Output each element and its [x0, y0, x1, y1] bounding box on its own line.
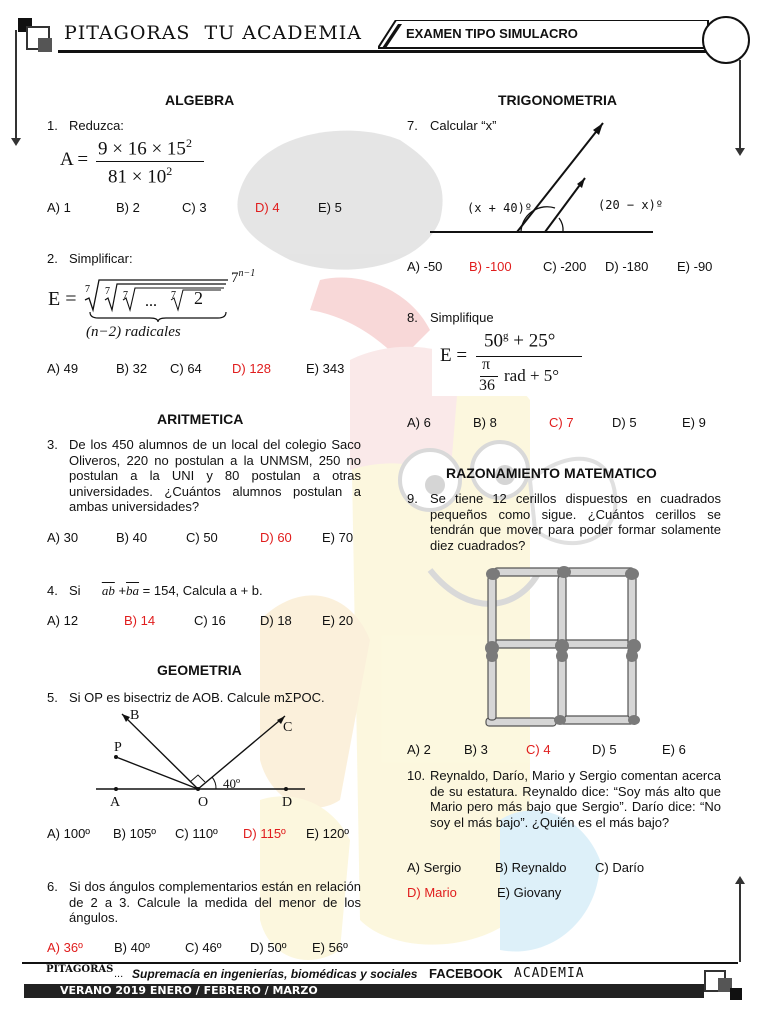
q10-text: Reynaldo, Darío, Mario y Sergio comentan acerca de su estatura. Reynaldo dice: “Soy más alto que Mario pero más bajo que Sergio”. Darío dice: “No soy el más bajo”. ¿Quién es el más bajo? [430, 768, 721, 830]
q5-label-p: P [114, 740, 122, 755]
q1-formula [60, 136, 200, 186]
header-left-rule [15, 30, 17, 140]
q5-option-e[interactable]: E) 120º [306, 826, 350, 841]
q1-number: 1. [47, 118, 58, 133]
svg-text:...: ... [145, 293, 157, 310]
q5-number: 5. [47, 690, 58, 705]
q7-label-left: (x + 40)º [467, 201, 533, 215]
footer-season-label: VERANO 2019 ENERO / FEBRERO / MARZO [60, 984, 318, 997]
q10-number: 10. [407, 768, 426, 783]
footer-right-rule [739, 882, 741, 962]
q8-option-b[interactable]: B) 8 [473, 415, 497, 430]
q3-text: De los 450 alumnos de un local del colegio Saco Oliveros, 220 no postulan a la UNMSM, 250 no postulan a la UNI y 80 postulan a otras universidades. ¿Cuántos alumnos postulan a ambas universidades? [69, 437, 361, 514]
q8-option-d[interactable]: D) 5 [612, 415, 637, 430]
q7-option-e[interactable]: E) -90 [677, 259, 713, 274]
q1-numerator: $9 \times 16 \times 15^2$ [98, 136, 192, 160]
q8-lhs: E = [440, 345, 468, 366]
q3-option-d[interactable]: D) 60 [260, 530, 292, 545]
q4-option-e[interactable]: E) 20 [322, 613, 354, 628]
q2-underbrace-icon [88, 310, 228, 322]
footer-season-bar [24, 984, 704, 998]
q5-option-c[interactable]: C) 110º [175, 826, 218, 841]
q9-option-e[interactable]: E) 6 [662, 742, 686, 757]
q8-number: 8. [407, 310, 418, 325]
svg-text:7: 7 [85, 284, 90, 295]
q2-option-e[interactable]: E) 343 [306, 361, 345, 376]
footer-top-rule [22, 962, 738, 964]
q10-option-a[interactable]: A) Sergio [407, 860, 462, 875]
q8-option-e[interactable]: E) 9 [682, 415, 706, 430]
q8-option-c[interactable]: C) 7 [549, 415, 574, 430]
q6-text: Si dos ángulos complementarios están en relación de 2 a 3. Calcule la medida del menor de los ángulos. [69, 879, 361, 925]
q4-statement: Si $\overline{ab} +\overline{ba} = 154$, Calcula a + b. [69, 583, 263, 598]
q10-option-c[interactable]: C) Darío [595, 860, 645, 875]
q10-option-b[interactable]: B) Reynaldo [495, 860, 567, 875]
q8-numerator: 50$^g$ + 25° [484, 330, 556, 352]
q5-option-b[interactable]: B) 105º [113, 826, 157, 841]
q2-option-b[interactable]: B) 32 [116, 361, 148, 376]
q5-label-angle: 40º [223, 776, 241, 791]
q1-denominator: $81 \times 10^2$ [108, 164, 173, 188]
q6-option-a[interactable]: A) 36º [47, 940, 83, 955]
svg-text:7: 7 [171, 290, 176, 301]
q10-option-d[interactable]: D) Mario [407, 885, 457, 900]
q7-option-c[interactable]: C) -200 [543, 259, 587, 274]
q7-option-d[interactable]: D) -180 [605, 259, 649, 274]
header-underline [58, 50, 744, 53]
q4-number: 4. [47, 583, 58, 598]
footer-slogan: Supremacía en ingenierías, biomédicas y sociales [132, 967, 418, 981]
q1-option-b[interactable]: B) 2 [116, 200, 140, 215]
q1-text: Reduzca: [69, 118, 124, 133]
q1-fraction-bar [96, 161, 204, 162]
section-geometria: GEOMETRIA [157, 662, 242, 678]
q5-label-b: B [130, 708, 140, 723]
q4-option-c[interactable]: C) 16 [194, 613, 226, 628]
q9-number: 9. [407, 491, 418, 506]
footer-corner-decoration [704, 964, 744, 1000]
q3-option-c[interactable]: C) 50 [186, 530, 218, 545]
q5-label-a: A [110, 795, 121, 810]
q6-number: 6. [47, 879, 58, 894]
section-algebra: ALGEBRA [165, 92, 235, 108]
q7-label-right: (20 − x)º [598, 198, 664, 212]
q2-text: Simplificar: [69, 251, 133, 266]
q8-36: 36 [479, 377, 495, 394]
q1-option-e[interactable]: E) 5 [318, 200, 342, 215]
q1-option-a[interactable]: A) 1 [47, 200, 71, 215]
q9-option-a[interactable]: A) 2 [407, 742, 431, 757]
exam-label: EXAMEN TIPO SIMULACRO [406, 26, 578, 41]
footer-dots: ... [114, 968, 124, 980]
header-corner-decoration [18, 18, 54, 54]
q4-overline-ba: $\overline{ba}$ [126, 583, 140, 598]
q7-text: Calcular “x” [430, 118, 497, 133]
header-left-arrow-icon [11, 138, 21, 146]
q7-angle-diagram [425, 118, 665, 240]
q8-option-a[interactable]: A) 6 [407, 415, 431, 430]
q5-label-c: C [283, 720, 293, 735]
header-circle [702, 16, 750, 64]
q6-option-d[interactable]: D) 50º [250, 940, 287, 955]
q9-text: Se tiene 12 cerillos dispuestos en cuadrados pequeños como sigue. ¿Cuántos cerillos se tendrán que mover para poder formar solamente diez cuadrados? [430, 491, 721, 553]
q3-option-a[interactable]: A) 30 [47, 530, 79, 545]
q4-option-d[interactable]: D) 18 [260, 613, 292, 628]
q2-option-d[interactable]: D) 128 [232, 361, 272, 376]
q2-option-a[interactable]: A) 49 [47, 361, 79, 376]
footer-facebook: FACEBOOK [429, 966, 503, 981]
q3-option-b[interactable]: B) 40 [116, 530, 148, 545]
header-right-arrow-icon [735, 148, 745, 156]
q2-lhs: E = [48, 288, 77, 310]
q8-pi: π [482, 356, 491, 373]
section-trigonometria: TRIGONOMETRIA [498, 92, 617, 108]
q9-option-c[interactable]: C) 4 [526, 742, 551, 757]
q5-option-d[interactable]: D) 115º [243, 826, 286, 841]
q8-den-rest: rad + 5° [504, 366, 560, 385]
q9-matches-diagram [480, 562, 650, 732]
q5-text: Si OP es bisectriz de AOB. Calcule mΣPOC. [69, 690, 325, 705]
q5-option-a[interactable]: A) 100º [47, 826, 91, 841]
q1-option-c[interactable]: C) 3 [182, 200, 207, 215]
q2-formula [48, 266, 256, 346]
q6-option-c[interactable]: C) 46º [185, 940, 222, 955]
exam-badge [378, 20, 718, 48]
q6-option-b[interactable]: B) 40º [114, 940, 150, 955]
section-razonamiento: RAZONAMIENTO MATEMATICO [446, 465, 657, 481]
q7-option-b[interactable]: B) -100 [469, 259, 512, 274]
q7-option-a[interactable]: A) -50 [407, 259, 443, 274]
q2-number: 2. [47, 251, 58, 266]
q6-option-e[interactable]: E) 56º [312, 940, 348, 955]
q1-option-d[interactable]: D) 4 [255, 200, 280, 215]
q2-underbrace-label: (n−2) radicales [86, 324, 181, 340]
q2-radicand: 2 [194, 288, 203, 308]
q5-label-o: O [198, 795, 209, 810]
footer-facebook-name: ACADEMIA [514, 966, 585, 981]
q9-option-b[interactable]: B) 3 [464, 742, 488, 757]
q8-formula [432, 326, 584, 396]
q8-text: Simplifique [430, 310, 494, 325]
q2-exponent: $7^{n-1}$ [231, 268, 256, 286]
q1-lhs: A = [60, 149, 89, 170]
q4-option-a[interactable]: A) 12 [47, 613, 79, 628]
q4-option-b[interactable]: B) 14 [124, 613, 156, 628]
q9-option-d[interactable]: D) 5 [592, 742, 617, 757]
q10-option-e[interactable]: E) Giovany [497, 885, 562, 900]
q2-option-c[interactable]: C) 64 [170, 361, 202, 376]
q8-fraction-bar [476, 356, 582, 357]
q4-overline-ab: $\overline{ab}$ [101, 583, 115, 598]
svg-text:7: 7 [123, 290, 128, 301]
svg-text:7: 7 [105, 286, 110, 297]
header-title: PITAGORAS TU ACADEMIA [64, 22, 363, 44]
section-aritmetica: ARITMETICA [157, 411, 244, 427]
q7-number: 7. [407, 118, 418, 133]
q3-number: 3. [47, 437, 58, 452]
q5-label-d: D [282, 795, 293, 810]
footer-right-arrow-icon [735, 876, 745, 884]
footer-brand: PITAGORAS [46, 964, 114, 975]
q3-option-e[interactable]: E) 70 [322, 530, 354, 545]
header-right-rule [739, 60, 741, 150]
